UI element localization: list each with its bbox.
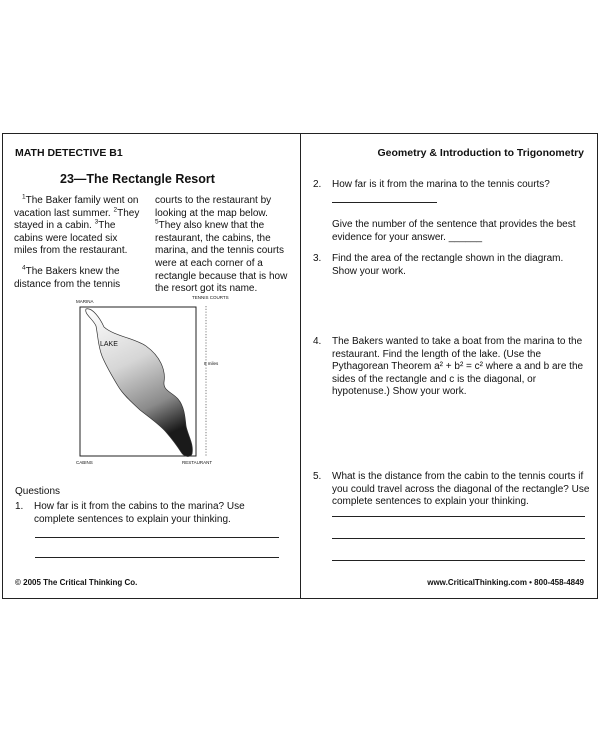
resort-map	[74, 294, 229, 471]
lake-shape	[86, 309, 193, 457]
header-left: MATH DETECTIVE B1	[15, 147, 123, 159]
story-paragraph-2-end: courts to the restaurant by looking at the map below. $^5$They also knew that the restaurant, the cabins, the marina, and the tennis courts were at each corner of a rectangle because that is how the resort got its name.	[155, 195, 288, 295]
page-title: 23—The Rectangle Resort	[60, 172, 215, 186]
header-right: Geometry & Introduction to Trigonometry	[377, 147, 584, 159]
questions-heading: Questions	[15, 486, 61, 497]
answer-line[interactable]	[332, 560, 585, 561]
story-paragraph-1: $^1$The Baker family went on vacation last summer. $^2$They stayed in a cabin. $^3$The cabins were located six miles from the restaurant.	[14, 193, 140, 257]
answer-line[interactable]	[332, 202, 437, 203]
column-divider	[300, 133, 301, 599]
footer-contact: www.CriticalThinking.com • 800-458-4849	[427, 578, 584, 587]
answer-line[interactable]	[35, 537, 279, 538]
story-column-left	[14, 195, 142, 299]
map-label-marina: MARINA	[76, 299, 94, 304]
map-label-cabins: CABINS	[76, 460, 93, 465]
story-paragraph-2-start: $^4$The Bakers knew the distance from the tennis	[14, 264, 121, 290]
answer-line[interactable]	[332, 516, 585, 517]
map-label-lake: LAKE	[100, 341, 118, 348]
answer-line[interactable]	[332, 538, 585, 539]
footer-copyright: © 2005 The Critical Thinking Co.	[15, 578, 138, 587]
story-column-right	[155, 195, 290, 304]
map-label-restaurant: RESTAURANT	[182, 460, 213, 465]
answer-line[interactable]	[35, 557, 279, 558]
map-label-tennis-courts: TENNIS COURTS	[192, 295, 229, 300]
map-label-distance: 8 miles	[204, 361, 219, 366]
